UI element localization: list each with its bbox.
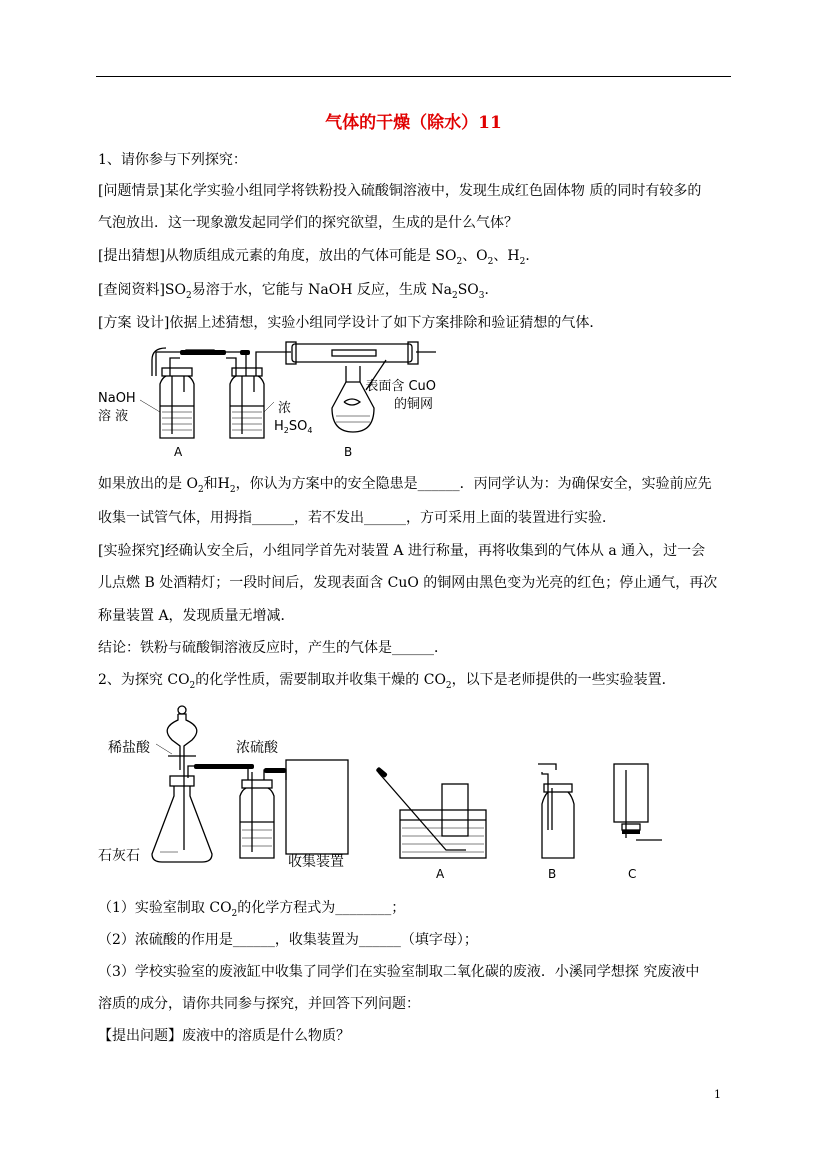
label-a: A bbox=[174, 445, 183, 459]
q2-question: 【提出问题】废液中的溶质是什么物质？ bbox=[98, 1028, 350, 1044]
q1-experiment-2: 儿点燃 B 处酒精灯；一段时间后，发现表面含 CuO 的铜网由黑色变为光亮的红色；停止通气，再次 bbox=[98, 575, 718, 591]
apparatus-figure-2 bbox=[96, 700, 676, 890]
page-number: 1 bbox=[714, 1088, 721, 1101]
label-b: B bbox=[344, 445, 353, 459]
q1-safety-1: 如果放出的是 $O_2$和$H_2$，你认为方案中的安全隐患是______．丙同学认为：为确保安全，实验前应先 bbox=[98, 476, 712, 495]
q1-conclusion: 结论：铁粉与硫酸铜溶液反应时，产生的气体是______． bbox=[98, 640, 448, 656]
q1-situation-1: [问题情景]某化学实验小组同学将铁粉投入硫酸铜溶液中，发现生成红色固体物 质的同时有较多的 bbox=[98, 183, 702, 199]
label-limestone: 石灰石 bbox=[98, 848, 140, 864]
header-rule bbox=[96, 76, 731, 77]
q1-intro: 1、请你参与下列探究： bbox=[98, 152, 247, 168]
q1-experiment-3: 称量装置 A，发现质量无增减． bbox=[98, 608, 295, 624]
q2-sub3-2: 溶质的成分，请你共同参与探究，并回答下列问题： bbox=[98, 996, 420, 1012]
label-conc: 浓 bbox=[278, 401, 292, 416]
q1-hypothesis: [提出猜想]从物质组成元素的角度，放出的气体可能是 $SO_2$、$O_2$、$H_2$． bbox=[98, 248, 540, 267]
apparatus-figure-1 bbox=[96, 338, 436, 468]
q1-situation-2: 气泡放出．这一现象激发起同学们的探究欲望，生成的是什么气体？ bbox=[98, 215, 518, 231]
q1-info: [查阅资料]$SO_2$易溶于水，它能与 NaOH 反应，生成 $Na_2SO_3$． bbox=[98, 282, 499, 301]
label-h2so4: $H_2SO_4$ bbox=[274, 419, 313, 435]
label-solution: 溶 液 bbox=[98, 409, 129, 424]
q1-design: [方案 设计]依据上述猜想，实验小组同学设计了如下方案排除和验证猜想的气体． bbox=[98, 315, 604, 331]
page-title: 气体的干燥（除水）11 bbox=[325, 113, 502, 133]
label-conc-h2so4: 浓硫酸 bbox=[236, 740, 278, 756]
q2-intro: 2、为探究 $CO_2$的化学性质，需要制取并收集干燥的 $CO_2$，以下是老师提供的一些实验装置． bbox=[98, 672, 676, 691]
label-cuo: 表面含 CuO bbox=[365, 379, 436, 394]
q2-sub3-1: （3）学校实验室的废液缸中收集了同学们在实验室制取二氧化碳的废液．小溪同学想探 究废液中 bbox=[98, 964, 700, 980]
label-c2: C bbox=[628, 867, 637, 881]
q2-sub1: （1）实验室制取 $CO_2$的化学方程式为________； bbox=[98, 900, 406, 919]
label-naoh: NaOH bbox=[98, 391, 136, 406]
label-collection: 收集装置 bbox=[288, 854, 344, 870]
q1-experiment-1: [实验探究]经确认安全后，小组同学首先对装置 A 进行称量，再将收集到的气体从 a 通入，过一会 bbox=[98, 543, 706, 559]
label-copper-mesh: 的铜网 bbox=[394, 397, 434, 412]
q2-sub2: （2）浓硫酸的作用是______，收集装置为______（填字母）； bbox=[98, 932, 478, 948]
label-dilute-hcl: 稀盐酸 bbox=[108, 740, 150, 756]
label-a2: A bbox=[436, 867, 445, 881]
q1-safety-2: 收集一试管气体，用拇指______，若不发出______，方可采用上面的装置进行实验． bbox=[98, 510, 616, 526]
label-b2: B bbox=[548, 867, 557, 881]
